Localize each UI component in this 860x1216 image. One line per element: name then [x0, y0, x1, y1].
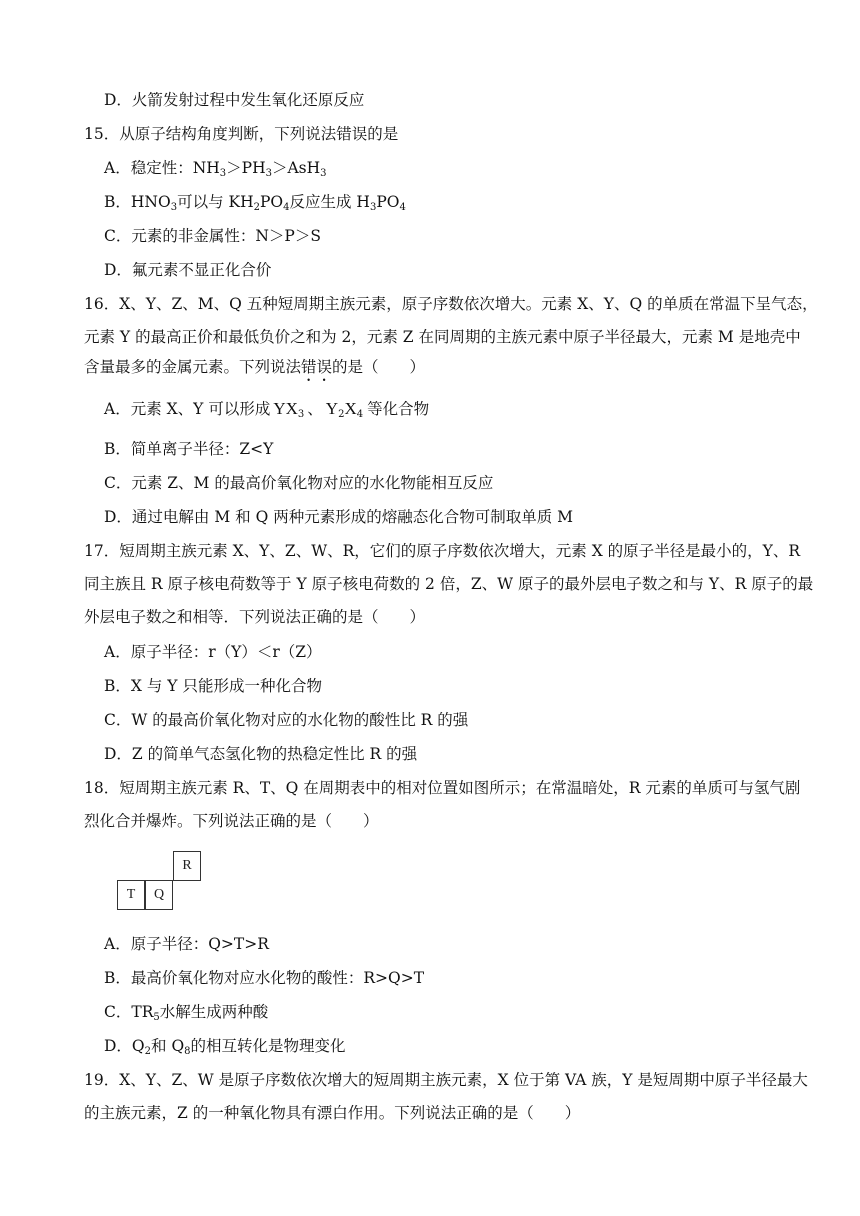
- cell-q: Q: [145, 880, 173, 910]
- q15-option-b: B．$HNO_3$可以与 $KH_2PO_4$反应生成 $H_3PO_4$: [104, 193, 406, 213]
- q18-option-a: A．原子半径：Q>T>R: [104, 935, 269, 953]
- q18-stem-line-1: 18．短周期主族元素 R、T、Q 在周期表中的相对位置如图所示；在常温暗处，R 元素的单质可与氢气剧: [84, 779, 801, 797]
- q16-stem-line-2: 元素 Y 的最高正价和最低负价之和为 2，元素 Z 在同周期的主族元素中原子半径最大，元素 M 是地壳中: [84, 328, 801, 346]
- cell-t: T: [117, 880, 145, 910]
- q15-stem: 15．从原子结构角度判断，下列说法错误的是: [84, 125, 399, 143]
- q16-option-b: B．简单离子半径：Z<Y: [104, 440, 274, 458]
- q18-option-b: B．最高价氧化物对应水化物的酸性：R>Q>T: [104, 969, 425, 987]
- q17-option-b: B．X 与 Y 只能形成一种化合物: [104, 677, 322, 695]
- q15-option-d: D．氟元素不显正化合价: [104, 261, 272, 279]
- q17-stem-line-3: 外层电子数之和相等．下列说法正确的是（ ）: [84, 608, 426, 626]
- q17-option-a: A．原子半径：r（Y）＜r（Z）: [104, 643, 322, 661]
- q14-option-d: D．火箭发射过程中发生氧化还原反应: [104, 91, 365, 109]
- q19-stem-line-2: 的主族元素，Z 的一种氧化物具有漂白作用。下列说法正确的是（ ）: [84, 1104, 581, 1122]
- q17-stem-line-1: 17．短周期主族元素 X、Y、Z、W、R，它们的原子序数依次增大，元素 X 的原子半径是最小的，Y、R: [84, 542, 801, 560]
- q19-stem-line-1: 19．X、Y、Z、W 是原子序数依次增大的短周期主族元素，X 位于第 VA 族，Y 是短周期中原子半径最大: [84, 1071, 808, 1089]
- q17-option-d: D．Z 的简单气态氢化物的热稳定性比 R 的强: [104, 745, 418, 763]
- q16-option-a: A．元素 X、Y 可以形成 $YX_3$ 、 $Y_2X_4$ 等化合物: [104, 399, 430, 420]
- q15-option-c: C．元素的非金属性：N＞P＞S: [104, 227, 321, 245]
- q16-option-c: C．元素 Z、M 的最高价氧化物对应的水化物能相互反应: [104, 474, 494, 492]
- emphasis-error: 错误: [301, 358, 333, 376]
- q15-option-a: A．稳定性：$NH_3>PH_3>AsH_3$: [104, 159, 327, 179]
- q16-stem-line-1: 16．X、Y、Z、M、Q 五种短周期主族元素，原子序数依次增大。元素 X、Y、Q 的单质在常温下呈气态，: [84, 295, 818, 313]
- q17-option-c: C．W 的最高价氧化物对应的水化物的酸性比 R 的强: [104, 711, 469, 729]
- q16-option-d: D．通过电解由 M 和 Q 两种元素形成的熔融态化合物可制取单质 M: [104, 508, 574, 526]
- cell-r: R: [173, 851, 201, 881]
- q17-stem-line-2: 同主族且 R 原子核电荷数等于 Y 原子核电荷数的 2 倍，Z、W 原子的最外层电子数之和与 Y、R 原子的最: [84, 575, 814, 593]
- q18-option-d: D．$Q_2$和 $Q_8$的相互转化是物理变化: [104, 1037, 346, 1057]
- q16-stem-line-3: 含量最多的金属元素。下列说法错误的是（ ）: [84, 358, 426, 376]
- q18-option-c: C．$TR_5$水解生成两种酸: [104, 1003, 269, 1023]
- q18-stem-line-2: 烈化合并爆炸。下列说法正确的是（ ）: [84, 812, 379, 830]
